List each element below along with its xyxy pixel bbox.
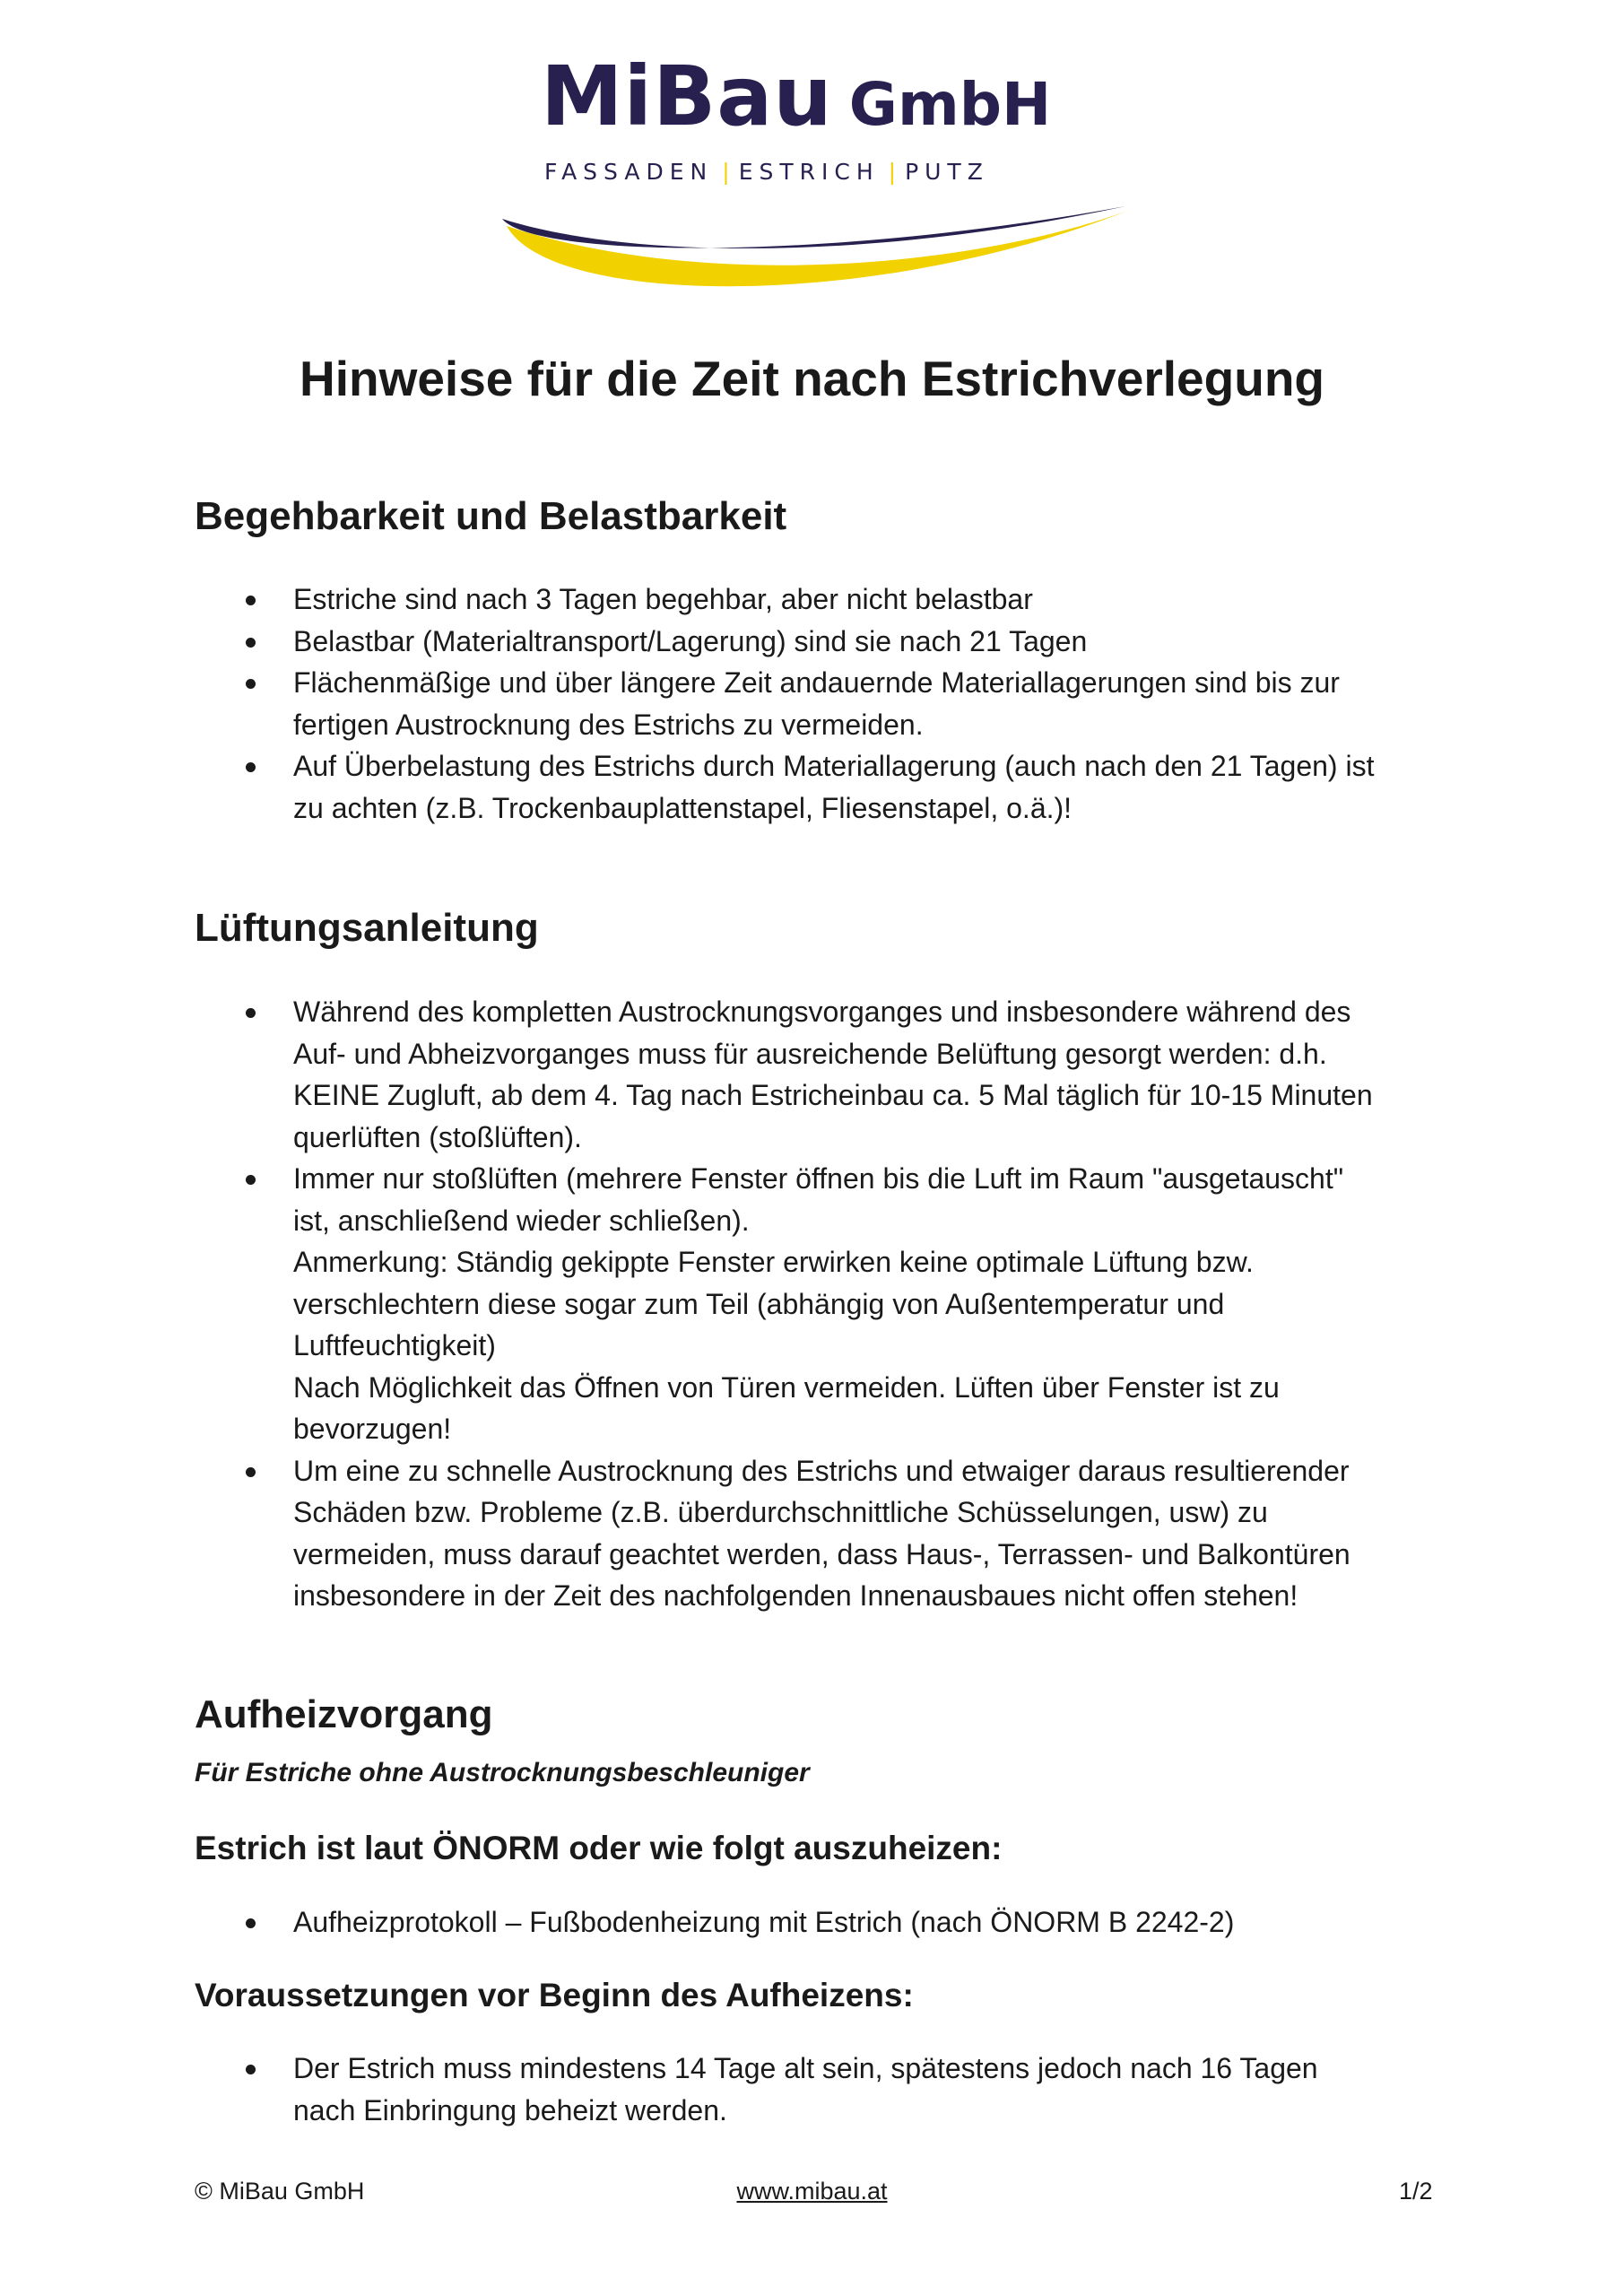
list-item-text: verschlechtern diese sogar zum Teil (abhängig von Außentemperatur und (293, 1287, 1225, 1320)
list-item (195, 745, 1450, 829)
list-item-text: Auf Überbelastung des Estrichs durch Materiallagerung (auch nach den 21 Tagen) ist (293, 750, 1375, 782)
list-item (195, 578, 1450, 621)
list-item-text: bevorzugen! (293, 1413, 452, 1445)
list-item (195, 662, 1450, 745)
list-item-text: ist, anschließend wieder schließen). (293, 1204, 750, 1237)
company-logo (498, 48, 1143, 289)
list-item (195, 991, 1450, 1158)
logo-tagline: FASSADEN | ESTRICH | PUTZ (544, 159, 989, 185)
list-item-text: nach Einbringung beheizt werden. (293, 2093, 727, 2126)
list-item-text: Auf- und Abheizvorganges muss für ausreichende Belüftung gesorgt werden: d.h. (293, 1037, 1327, 1070)
list-item (195, 1901, 1450, 1944)
footer-website-link[interactable]: www.mibau.at (736, 2178, 888, 2205)
list-item-text: Der Estrich muss mindestens 14 Tage alt sein, spätestens jedoch nach 16 Tagen (293, 2052, 1318, 2084)
list-item-text: Anmerkung: Ständig gekippte Fenster erwirken keine optimale Lüftung bzw. (293, 1246, 1254, 1278)
list-item-text: Luftfeuchtigkeit) (293, 1329, 496, 1361)
list-item-text: Estriche sind nach 3 Tagen begehbar, aber nicht belastbar (293, 583, 1033, 615)
list-item-text: querlüften (stoßlüften). (293, 1120, 582, 1153)
list-item-text: Schäden bzw. Probleme (z.B. überdurchschnittliche Schüsselungen, usw) zu (293, 1496, 1268, 1528)
section-heading-begehbarkeit: Begehbarkeit und Belastbarkeit (195, 494, 787, 538)
list-item-text: Um eine zu schnelle Austrocknung des Estrichs und etwaiger daraus resultierender (293, 1454, 1350, 1487)
list-item (195, 2048, 1450, 2131)
footer-copyright: © MiBau GmbH (195, 2178, 365, 2205)
list-item-text: Flächenmäßige und über längere Zeit andauernde Materiallagerungen sind bis zur (293, 666, 1340, 699)
list-item-text: insbesondere in der Zeit des nachfolgenden Innenausbaues nicht offen stehen! (293, 1579, 1298, 1612)
list-item-text: vermeiden, muss darauf geachtet werden, dass Haus-, Terrassen- und Balkontüren (293, 1537, 1350, 1570)
section-subnote: Für Estriche ohne Austrocknungsbeschleuniger (195, 1758, 810, 1787)
list-item-text: Immer nur stoßlüften (mehrere Fenster öffnen bis die Luft im Raum "ausgetauscht" (293, 1162, 1344, 1195)
list-item-text: Nach Möglichkeit das Öffnen von Türen vermeiden. Lüften über Fenster ist zu (293, 1370, 1280, 1404)
list-item (195, 1158, 1450, 1450)
list-item (195, 621, 1450, 663)
document-title: Hinweise für die Zeit nach Estrichverlegung (299, 351, 1325, 406)
subheading-voraussetzungen: Voraussetzungen vor Beginn des Aufheizens: (195, 1977, 914, 2013)
subheading-oenorm: Estrich ist laut ÖNORM oder wie folgt auszuheizen: (195, 1830, 1003, 1866)
list-item-text: fertigen Austrocknung des Estrichs zu vermeiden. (293, 708, 924, 741)
section-heading-aufheizvorgang: Aufheizvorgang (195, 1692, 493, 1736)
list-item-text: zu achten (z.B. Trockenbauplattenstapel, Fliesenstapel, o.ä.)! (293, 791, 1073, 824)
footer-page-number: 1/2 (1399, 2178, 1433, 2205)
list-item-text: Belastbar (Materialtransport/Lagerung) sind sie nach 21 Tagen (293, 624, 1088, 657)
bullet-list-lueftung (195, 991, 1450, 1617)
section-heading-lueftung: Lüftungsanleitung (195, 906, 539, 950)
bullet-list-voraussetzungen (195, 2048, 1450, 2131)
bullet-list-begehbarkeit (195, 578, 1450, 829)
list-item-text: Aufheizprotokoll – Fußbodenheizung mit Estrich (nach ÖNORM B 2242-2) (293, 1906, 1235, 1938)
logo-wordmark: MiBau GmbH (541, 48, 1052, 144)
bullet-list-aufheizprotokoll (195, 1901, 1450, 1944)
list-item-text: KEINE Zugluft, ab dem 4. Tag nach Estricheinbau ca. 5 Mal täglich für 10-15 Minuten (293, 1079, 1373, 1111)
list-item-text: Während des kompletten Austrocknungsvorganges und insbesondere während des (293, 996, 1351, 1028)
list-item (195, 1450, 1450, 1617)
